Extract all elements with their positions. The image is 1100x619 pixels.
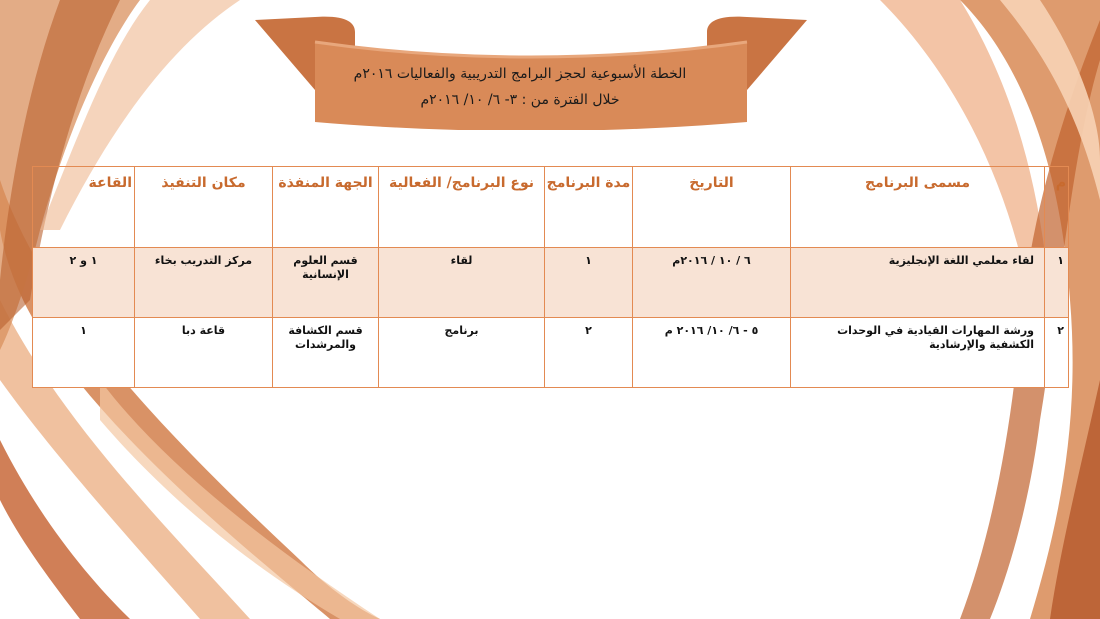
cell-num: ١ — [1045, 248, 1069, 318]
cell-duration: ١ — [545, 248, 633, 318]
header-duration: مدة البرنامج — [545, 167, 633, 248]
banner-title: الخطة الأسبوعية لحجز البرامج التدريبية والفعاليات ٢٠١٦م — [353, 66, 687, 82]
cell-program-type: لقاء — [379, 248, 545, 318]
cell-program-type: برنامج — [379, 318, 545, 388]
cell-program-name: ورشة المهارات القيادية في الوحدات الكشفية والإرشادية — [791, 318, 1045, 388]
banner-subtitle: خلال الفترة من : ٣- ٦/ ١٠/ ٢٠١٦م — [420, 92, 620, 108]
cell-venue: مركز التدريب بخاء — [135, 248, 273, 318]
cell-venue: قاعة دبا — [135, 318, 273, 388]
header-hall: القاعة — [33, 167, 135, 248]
header-program-type: نوع البرنامج/ الفعالية — [379, 167, 545, 248]
cell-num: ٢ — [1045, 318, 1069, 388]
cell-program-name: لقاء معلمي اللغة الإنجليزية — [791, 248, 1045, 318]
header-date: التاريخ — [633, 167, 791, 248]
header-program-name: مسمى البرنامج — [791, 167, 1045, 248]
cell-duration: ٢ — [545, 318, 633, 388]
cell-hall: ١ و ٢ — [33, 248, 135, 318]
cell-date: ٥ - ٦/ ١٠/ ٢٠١٦ م — [633, 318, 791, 388]
weekly-schedule-table — [32, 166, 1069, 388]
table-row — [33, 318, 1069, 388]
header-executing-dept: الجهة المنفذة — [273, 167, 379, 248]
cell-executing-dept: قسم العلوم الإنسانية — [273, 248, 379, 318]
table-header-row — [33, 167, 1069, 248]
cell-executing-dept: قسم الكشافة والمرشدات — [273, 318, 379, 388]
header-num: م — [1045, 167, 1069, 248]
table-row — [33, 248, 1069, 318]
header-venue: مكان التنفيذ — [135, 167, 273, 248]
cell-date: ٦ / ١٠ / ٢٠١٦م — [633, 248, 791, 318]
cell-hall: ١ — [33, 318, 135, 388]
